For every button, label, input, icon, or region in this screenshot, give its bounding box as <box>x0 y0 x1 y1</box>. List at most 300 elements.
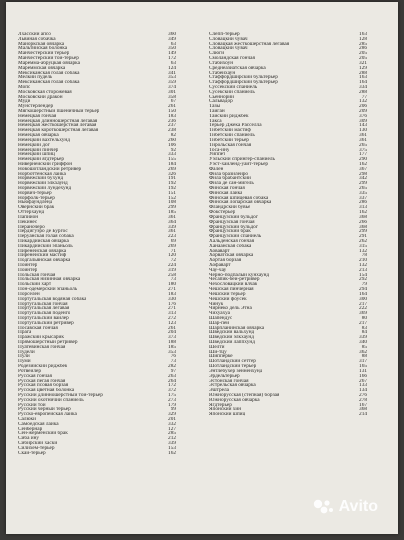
index-entry-name: Южнорусская (степная) борзая <box>209 392 280 398</box>
index-entry-name: Перуанская голая собака <box>18 234 74 239</box>
index-entry-name: Тазы <box>209 104 221 109</box>
index-entry-page: 205 <box>359 56 367 61</box>
index-entry-page: 128 <box>359 36 367 42</box>
index-entry-name: Пиренейский мастиф <box>18 253 67 259</box>
index-entry-name: Шипперке <box>209 354 233 360</box>
index-entry-name: Фила де сан-мигель <box>209 181 254 186</box>
index-entry-name: Чешский фоусек <box>209 296 247 302</box>
index-entry-page: 63 <box>170 41 176 47</box>
index-entry-page: 133 <box>359 383 367 389</box>
index-entry-name: Пикардийская овчарка <box>18 238 69 244</box>
index-entry-name: Южнорусская овчарка <box>209 397 260 403</box>
index-entry-page: 85 <box>361 344 367 350</box>
index-entry-name: Финская гончая <box>209 186 245 191</box>
index-entry-name: Эстонская гончая <box>209 378 249 384</box>
index-entry-page: 217 <box>359 320 367 326</box>
index-entry-page: 73 <box>170 359 176 365</box>
avito-logo-icon <box>312 499 334 515</box>
index-entry-name: Португальский вайлер <box>18 315 69 321</box>
index-entry-page: 285 <box>168 431 176 437</box>
index-entry-page: 361 <box>359 133 367 138</box>
index-entry-page: 180 <box>168 282 176 288</box>
index-entry-page: 188 <box>168 340 176 345</box>
index-entry-name: Норвежский лундехунд <box>18 186 72 191</box>
index-entry-name: Шотландский терьер <box>209 364 257 369</box>
index-entry-page: 350 <box>168 46 176 52</box>
index-entry-page: 206 <box>359 104 367 109</box>
index-entry-page: 329 <box>168 412 176 417</box>
index-entry-name: Тирольская гончая <box>209 142 252 148</box>
index-entry-name: Хофаварт <box>209 263 231 268</box>
index-entry-page: 299 <box>359 229 367 235</box>
index-entry-page: 299 <box>359 181 367 186</box>
index-entry-name: Пиренейская овчарка <box>18 248 67 254</box>
index-entry-page: 162 <box>359 161 367 167</box>
index-entry-name: Русская псовая борзая <box>18 383 69 389</box>
index-entry-page: 176 <box>168 301 176 307</box>
index-entry-page: 210 <box>359 258 367 263</box>
index-entry-name: Хорватская овчарка <box>209 253 254 259</box>
index-entry-page: 265 <box>359 186 367 191</box>
index-entry-name: Нивернейский гриффон <box>18 161 73 167</box>
index-entry-page: 183 <box>168 291 176 297</box>
index-entry-page: 265 <box>359 142 367 148</box>
index-entry-page: 288 <box>359 70 367 76</box>
index-entry-page: 80 <box>361 315 367 321</box>
index-entry-name: Норвич-терьер <box>18 190 52 196</box>
index-entry-name: Японский шпиц <box>209 412 246 417</box>
index-entry-page: 214 <box>359 412 367 417</box>
index-entry-page: 132 <box>359 99 367 105</box>
index-entry-name: Сенбернар <box>18 426 43 432</box>
index-entry-name: Пераночеро <box>18 224 45 230</box>
index-entry-name: Салюки <box>18 417 36 422</box>
index-entry-name: Русская пегая гончая <box>18 378 66 384</box>
index-entry-page: 165 <box>359 364 367 369</box>
index-entry-name: Фила бразилейро <box>209 171 249 177</box>
index-entry-name: Русская гончая <box>18 373 52 379</box>
index-entry-page: 313 <box>168 311 176 316</box>
index-entry-page: 369 <box>359 311 367 316</box>
index-entry-page: 353 <box>168 75 176 81</box>
index-entry-name: Чешский терьер <box>209 291 246 297</box>
index-entry-page: 273 <box>168 397 176 403</box>
index-entry-name: Эрдельтерьер <box>209 373 240 379</box>
index-entry-page: 76 <box>170 354 176 360</box>
index-entry-page: 372 <box>168 388 176 393</box>
index-entry-name: Мексиканская голая собака <box>18 80 80 85</box>
index-entry-page: 99 <box>170 407 176 413</box>
index-entry-name: Подгальянская овчарка <box>18 258 71 263</box>
index-entry-name: Португальская поденго <box>18 311 71 316</box>
index-entry-name: Финская лопарская овчарка <box>209 200 272 206</box>
index-entry-name: Немецкая овчарка <box>18 133 59 138</box>
index-entry-name: Эстрельская овчарка <box>209 383 256 389</box>
index-entry-page: 290 <box>359 157 367 162</box>
index-entry-name: Португальская гончая <box>18 301 68 307</box>
index-entry-name: Стабейхаун <box>209 70 236 76</box>
index-entry-page: 132 <box>359 263 367 268</box>
index-entry-page: 361 <box>168 229 176 235</box>
index-entry-page: 334 <box>359 84 367 90</box>
book-page <box>6 2 398 534</box>
index-entry-page: 223 <box>168 234 176 239</box>
index-entry-page: 263 <box>168 373 176 379</box>
index-entry-page: 132 <box>359 248 367 254</box>
index-entry-page: 373 <box>168 335 176 340</box>
index-entry-name: Мелкий пудель <box>18 75 53 81</box>
index-entry-page: 330 <box>168 296 176 302</box>
index-entry-page: 164 <box>359 291 367 297</box>
index-entry-page: 342 <box>359 176 367 182</box>
index-entry-page: 315 <box>359 243 367 249</box>
index-entry-page: 92 <box>170 147 176 153</box>
index-entry-name: Маремма-абруцкая овчарка <box>18 60 81 66</box>
index-entry-name: Шар-пей <box>209 320 230 326</box>
index-entry-page: 364 <box>168 219 176 225</box>
index-entry-page: 162 <box>359 210 367 215</box>
index-entry-name: Русский охотничий спаниель <box>18 397 84 403</box>
index-entry-page: 298 <box>359 171 367 177</box>
index-entry-name: Немецкий шпиц <box>18 152 55 158</box>
index-entry-page: 264 <box>168 378 176 384</box>
index-column-right <box>209 32 367 417</box>
index-entry-page: 192 <box>168 181 176 186</box>
index-entry-name: Ротвейлер <box>18 368 42 374</box>
index-entry-page: 129 <box>359 65 367 71</box>
index-entry-page: 82 <box>170 133 176 138</box>
index-entry-name: Слепп-терьер <box>209 32 240 37</box>
index-entry-page: 163 <box>359 32 367 37</box>
index-entry-name: Тайский риджбек <box>209 113 249 119</box>
index-entry-page: 367 <box>359 166 367 172</box>
index-entry-page: 282 <box>168 364 176 369</box>
index-entry-name: Фландрский бувье <box>209 205 251 211</box>
index-entry-page: 236 <box>168 118 176 124</box>
index-entry-page: 185 <box>168 344 176 350</box>
index-entry-page: 291 <box>359 234 367 239</box>
index-entry-name: Пули <box>18 354 30 360</box>
index-entry-name: Папийон <box>18 214 39 220</box>
index-entry-page: 179 <box>168 402 176 408</box>
index-entry-page: 340 <box>359 340 367 345</box>
index-entry-name: Ягдтерьер <box>209 402 232 408</box>
index-entry-page: 292 <box>359 277 367 283</box>
index-entry-name: Стаффордширский бультерьер <box>209 80 278 85</box>
index-entry-name: Словацкий чувач <box>209 46 248 52</box>
index-entry-name: Польский харт <box>18 282 52 288</box>
index-entry-name: Энтлебухер зенненхунд <box>209 368 263 374</box>
index-entry-name: Португальский ретривер <box>18 320 74 326</box>
index-entry-page: 288 <box>359 89 367 95</box>
index-entry-page: 376 <box>359 113 367 119</box>
index-entry <box>18 451 176 456</box>
index-entry-name: Ховаварт <box>209 248 230 254</box>
index-entry-page: 177 <box>359 152 367 158</box>
index-entry-name: Пердигуэро де Бургос <box>18 229 68 235</box>
index-entry-name: Норфолк-терьер <box>18 195 55 201</box>
index-entry-name: Пуатевинская гончая <box>18 344 66 350</box>
index-entry-name: Французский спаниель <box>209 234 262 239</box>
index-entry-name: Московский дракон <box>18 94 63 100</box>
index-entry-page: 341 <box>168 70 176 76</box>
index-entry-page: 184 <box>168 161 176 167</box>
index-entry-page: 164 <box>359 80 367 85</box>
index-entry-name: Сальвадор <box>209 99 233 105</box>
index-entry-name: Чирнеко дель Этна <box>209 306 252 312</box>
index-entry-name: Ханаанская собака <box>209 243 252 249</box>
index-entry-name: Манчестерский терьер <box>18 51 70 57</box>
index-entry-name: Муди <box>18 99 31 105</box>
index-entry-page: 238 <box>168 128 176 134</box>
index-entry-name: Майоркская овчарка <box>18 41 65 47</box>
index-entry-name: Чешская пинчерная <box>209 287 254 292</box>
index-entry-name: Португальская водяная собака <box>18 296 87 302</box>
index-entry-page: 301 <box>168 89 176 95</box>
index-entry-page: 269 <box>168 166 176 172</box>
index-entry-name: Немецкий вахтельхунд <box>18 137 70 143</box>
index-entry-page: 154 <box>359 272 367 278</box>
index-entry-page: 185 <box>168 210 176 215</box>
index-entry-name: Чехословацкий влчак <box>209 282 258 288</box>
index-entry-name: Пон-одемерский эпаньоль <box>18 287 78 292</box>
index-entry-page: 237 <box>168 123 176 129</box>
index-entry-page: 153 <box>168 445 176 451</box>
index-entry-page: 167 <box>359 402 367 408</box>
index-entry-page: 309 <box>359 118 367 124</box>
index-entry-page: 67 <box>170 99 176 105</box>
index-entry-page: 134 <box>359 388 367 393</box>
index-entry-name: Мексиканская голая собака <box>18 70 80 76</box>
index-entry-name: Словацкий чувач <box>209 36 248 42</box>
index-entry-name: Сиба ину <box>18 436 40 442</box>
index-entry-name: Оттерхаунд <box>18 210 45 215</box>
index-entry-page: 124 <box>168 65 176 71</box>
index-entry-page: 131 <box>359 368 367 374</box>
index-entry-name: Пойнтер <box>18 263 38 268</box>
index-entry-page: 278 <box>359 397 367 403</box>
index-entry-page: 143 <box>359 123 367 129</box>
index-entry-page: 286 <box>359 200 367 206</box>
index-entry-page: 326 <box>168 171 176 177</box>
index-entry-name: Порселен <box>18 291 40 297</box>
index-entry-name: Слюги <box>209 51 225 57</box>
index-entry-page: 272 <box>168 315 176 321</box>
index-entry-name: Уэльский спрингер-спаниель <box>209 157 275 162</box>
index-entry-name: Тоса-ину <box>209 147 230 153</box>
index-entry-page: 127 <box>168 426 176 432</box>
index-entry-name: Терьер Джека Расселла <box>209 123 262 129</box>
index-entry-name: Шведский вальхунд <box>209 330 255 336</box>
index-entry-name: Фокстерьер <box>209 210 236 215</box>
index-entry-page: 339 <box>359 335 367 340</box>
index-entry-name: Финская лайка <box>209 190 243 196</box>
index-entry-name: Московская сторожевая <box>18 89 72 95</box>
index-entry-name: Французский бульдог <box>209 224 258 230</box>
index-entry-name: Суссекский спаниель <box>209 84 258 90</box>
index-entry-name: Силихем-терьер <box>18 445 55 451</box>
index-entry-page: 162 <box>168 450 176 456</box>
index-entry-name: Немецкий пинчер <box>18 147 59 153</box>
index-entry-name: Черно-подпалый кунхаунд <box>209 272 270 278</box>
index-entry-page: 368 <box>359 224 367 230</box>
index-entry-page: 261 <box>168 104 176 109</box>
index-entry-page: 361 <box>359 137 367 143</box>
index-entry-name: Уэст-хайленд-уайт-терьер <box>209 161 269 167</box>
index-entry-name: Скай-терьер <box>18 450 46 456</box>
index-entry-page: 321 <box>359 60 367 66</box>
index-entry-page: 78 <box>361 253 367 259</box>
index-entry-page: 294 <box>359 287 367 292</box>
index-entry-page: 271 <box>168 287 176 292</box>
index-entry-page: 332 <box>168 421 176 427</box>
index-entry-name: Мопс <box>18 84 31 90</box>
watermark-text: Avito <box>338 498 378 515</box>
index-entry-page: 276 <box>359 392 367 398</box>
index-entry-page: 204 <box>168 330 176 336</box>
index-entry-name: Чау-чау <box>209 267 227 273</box>
index-entry-page: 222 <box>359 306 367 312</box>
index-entry-page: 285 <box>359 41 367 47</box>
index-entry-name: Пудели <box>18 349 35 355</box>
index-entry-name: Самоедская лайка <box>18 421 59 427</box>
index-entry-name: Русский черный терьер <box>18 407 71 413</box>
index-entry-name: Японский хин <box>209 407 242 413</box>
index-entry-page: 72 <box>170 258 176 263</box>
index-entry-page: 339 <box>168 224 176 230</box>
index-entry-name: Фила брабантский <box>209 176 251 182</box>
index-entry-name: Французская гончая <box>209 219 255 225</box>
index-entry-name: Чихуахуа <box>209 311 231 316</box>
index-entry-name: Русская цветная болонка <box>18 388 75 393</box>
index-entry-page: 172 <box>168 56 176 61</box>
index-entry-name: Сен-жерменский брак <box>18 431 68 437</box>
index-column-left <box>18 32 176 456</box>
index-entry-name: Мягкошерстный пшеничный терьер <box>18 109 100 114</box>
index-entry-name: Немецкая длинношерстная легавая <box>18 118 98 124</box>
index-entry-page: 359 <box>168 80 176 85</box>
index-entry-page: 299 <box>168 205 176 211</box>
index-entry-page: 106 <box>168 142 176 148</box>
index-entry-name: Такса <box>209 118 222 124</box>
index-entry-page: 213 <box>359 267 367 273</box>
index-entry-name: Русский той <box>18 402 46 408</box>
index-entry-page: 192 <box>168 186 176 191</box>
index-entry-page: 149 <box>168 51 176 57</box>
index-entry-name: Среднеазиатская овчарка <box>209 65 266 71</box>
index-entry-page: 335 <box>359 190 367 196</box>
index-entry-name: Чинук <box>209 301 224 307</box>
index-entry-page: 152 <box>168 195 176 201</box>
index-entry-page: 271 <box>168 306 176 312</box>
index-entry-page: 339 <box>168 441 176 446</box>
index-entry-page: 375 <box>359 147 367 153</box>
index-entry-page: 337 <box>359 195 367 201</box>
index-entry-name: Словацкая жесткошерстная легавая <box>209 41 290 47</box>
index-entry-page: 205 <box>359 51 367 57</box>
index-entry-name: Хортая борзая <box>209 258 242 263</box>
index-entry-name: Пражский крысарик <box>18 335 64 340</box>
index-entry-page: 84 <box>361 330 367 336</box>
index-entry-name: Львиная собачка <box>18 36 56 42</box>
index-entry-page: 191 <box>168 176 176 182</box>
index-entry-page: 269 <box>168 243 176 249</box>
index-entry-page: 166 <box>359 373 367 379</box>
index-entry-name: Овернский брак <box>18 205 55 211</box>
index-entry-name: Сусекский спаниель <box>209 89 255 95</box>
index-entry-page: 209 <box>359 109 367 114</box>
index-entry-name: Немецкая жесткошерстная легавая <box>18 123 97 129</box>
index-entry-page: 155 <box>168 157 176 162</box>
index-entry-name: Ньюфаундленд <box>18 200 53 206</box>
index-entry-name: Лхасский апсо <box>18 32 51 37</box>
index-entry-page: 108 <box>168 200 176 206</box>
index-entry-page: 63 <box>170 60 176 66</box>
index-entry-page: 120 <box>168 253 176 259</box>
index-entry-page: 286 <box>359 46 367 52</box>
index-entry-page: 151 <box>168 190 176 196</box>
index-entry-name: Шведский лаппхунд <box>209 340 255 345</box>
index-entry-name: Финская шпицевая собака <box>209 195 269 201</box>
index-entry-page: 123 <box>168 320 176 326</box>
index-entry-name: Шотландский сеттер <box>209 359 256 365</box>
index-entry-name: Пойнтер <box>18 267 38 273</box>
index-entry-name: Шапендус <box>209 315 233 321</box>
index-entry-name: Родезийский риджбек <box>18 364 68 369</box>
index-entry-name: Французский брак <box>209 229 251 235</box>
index-entry-page: 313 <box>359 205 367 211</box>
index-entry-name: Польская низинная овчарка <box>18 277 81 283</box>
index-entry-name: Немецкий дог <box>18 142 50 148</box>
index-entry-page: 183 <box>168 113 176 119</box>
index-entry-page: 212 <box>168 436 176 442</box>
index-entry-name: Хальденская гончая <box>209 238 255 244</box>
index-entry-name: Русско-европейская лайка <box>18 412 77 417</box>
index-entry-page: 374 <box>168 84 176 90</box>
index-entry-page: 69 <box>170 238 176 244</box>
index-entry-page: 260 <box>168 137 176 143</box>
index-entry-page: 333 <box>168 152 176 158</box>
index-entry-name: Посавская гончая <box>18 325 58 331</box>
index-entry-page: 172 <box>168 383 176 389</box>
index-entry-name: Шведский элкхаунд <box>209 335 254 340</box>
index-entry-page: 349 <box>168 36 176 42</box>
index-entry-name: Фален <box>209 166 224 172</box>
index-entry-name: Норвежский элкхаунд <box>18 181 68 186</box>
index-entry-page: 217 <box>359 301 367 307</box>
index-entry-name: Эштрела <box>209 388 229 393</box>
index-entry-page: 79 <box>361 282 367 288</box>
index-entry-page: 224 <box>168 263 176 268</box>
index-entry-page: 163 <box>359 75 367 81</box>
index-entry-name: Тайган <box>209 109 225 114</box>
index-entry-name: Шарпланинская овчарка <box>209 325 265 331</box>
index-entry-page: 201 <box>168 417 176 422</box>
index-entry-name: Шелти <box>209 344 225 350</box>
index-entry-name: Французский бульдог <box>209 214 258 220</box>
index-entry-page: 150 <box>168 109 176 114</box>
index-entry-name: Норботтенская лайка <box>18 171 66 177</box>
index-entry-name: Прага <box>18 330 32 336</box>
index-entry-page: 130 <box>359 128 367 134</box>
index-entry-page: 71 <box>170 248 176 254</box>
index-entry-name: Немецкая гончая <box>18 113 57 119</box>
index-entry-name: Мареммская овчарка <box>18 65 66 71</box>
index-entry-page: 261 <box>168 325 176 331</box>
index-entry-name: Норвежский бухунд <box>18 176 64 182</box>
index-entry-page: 258 <box>168 272 176 278</box>
index-entry-page: 88 <box>361 354 367 360</box>
